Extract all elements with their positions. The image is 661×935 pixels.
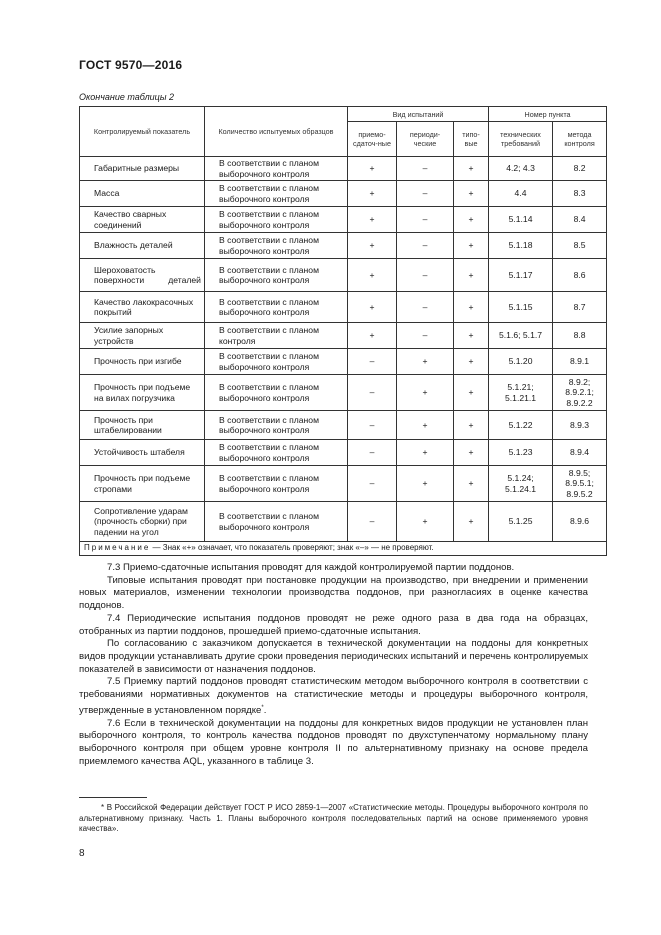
- cell-type: +: [454, 466, 489, 502]
- cell-indicator: Влажность деталей: [80, 233, 205, 259]
- cell-indicator: Прочность при подъеме стропами: [80, 466, 205, 502]
- cell-acceptance: –: [348, 440, 397, 466]
- header-acceptance: приемо-сдаточ-ные: [348, 122, 397, 157]
- cell-type: +: [454, 323, 489, 349]
- cell-tech: 5.1.21; 5.1.21.1: [489, 375, 553, 411]
- cell-indicator: Шероховатость поверхности деталей: [80, 259, 205, 292]
- cell-samples: В соответствии с планом выборочного контроля: [205, 157, 348, 181]
- cell-acceptance: +: [348, 233, 397, 259]
- cell-acceptance: +: [348, 292, 397, 323]
- page-number: 8: [79, 848, 85, 859]
- cell-tech: 5.1.25: [489, 502, 553, 542]
- cell-type: +: [454, 181, 489, 207]
- header-periodic: периоди-ческие: [397, 122, 454, 157]
- cell-samples: В соответствии с планом выборочного контроля: [205, 181, 348, 207]
- table-caption: Окончание таблицы 2: [79, 92, 174, 102]
- cell-indicator: Прочность при изгибе: [80, 349, 205, 375]
- cell-method: 8.9.5; 8.9.5.1; 8.9.5.2: [553, 466, 607, 502]
- cell-acceptance: +: [348, 259, 397, 292]
- cell-indicator: Устойчивость штабеля: [80, 440, 205, 466]
- cell-tech: 4.4: [489, 181, 553, 207]
- table-row: [80, 207, 607, 233]
- cell-periodic: –: [397, 292, 454, 323]
- cell-samples: В соответствии с планом выборочного контроля: [205, 259, 348, 292]
- table-row: [80, 233, 607, 259]
- cell-periodic: –: [397, 207, 454, 233]
- cell-acceptance: –: [348, 502, 397, 542]
- cell-periodic: –: [397, 157, 454, 181]
- cell-acceptance: +: [348, 157, 397, 181]
- cell-type: +: [454, 157, 489, 181]
- table-row: [80, 323, 607, 349]
- cell-samples: В соответствии с планом выборочного контроля: [205, 207, 348, 233]
- tests-table: [79, 106, 607, 556]
- table-row: [80, 157, 607, 181]
- note-label: Примечание: [84, 543, 151, 553]
- cell-periodic: –: [397, 233, 454, 259]
- cell-type: +: [454, 502, 489, 542]
- footnote: * В Российской Федерации действует ГОСТ Р ИСО 2859-1—2007 «Статистические методы. Процедуры выборочного контроля по альтернативному признаку. Часть 1. Планы выборочного контроля последовательных партий на основе применяемого уровня качества».: [79, 803, 588, 834]
- cell-acceptance: –: [348, 375, 397, 411]
- note-text: — Знак «+» означает, что показатель проверяют; знак «–» — не проверяют.: [150, 543, 434, 553]
- cell-method: 8.9.4: [553, 440, 607, 466]
- table-row: [80, 440, 607, 466]
- cell-indicator: Усилие запорных устройств: [80, 323, 205, 349]
- table-row: [80, 375, 607, 411]
- paragraph-7-4: 7.4 Периодические испытания поддонов проводят не реже одного раза в два года на образцах, отобранных из партии поддонов, прошедшей приемо-сдаточные испытания.: [79, 612, 588, 637]
- table-row: [80, 259, 607, 292]
- cell-acceptance: +: [348, 323, 397, 349]
- cell-tech: 5.1.23: [489, 440, 553, 466]
- header-control-method: метода контроля: [553, 122, 607, 157]
- cell-samples: В соответствии с планом выборочного контроля: [205, 292, 348, 323]
- cell-indicator: Прочность при штабелировании: [80, 411, 205, 440]
- cell-acceptance: –: [348, 349, 397, 375]
- cell-method: 8.4: [553, 207, 607, 233]
- document-header: ГОСТ 9570—2016: [79, 58, 183, 72]
- footnote-mark: *: [261, 704, 264, 711]
- cell-method: 8.3: [553, 181, 607, 207]
- paragraph-7-5-text: 7.5 Приемку партий поддонов проводят статистическим методом выборочного контроля в соответствии с требованиями нормативных документов на статистические методы и процедуры выборочного контроля, утвержденные в установленном порядке: [79, 676, 588, 716]
- cell-periodic: –: [397, 323, 454, 349]
- cell-type: +: [454, 259, 489, 292]
- paragraph-7-6: 7.6 Если в технической документации на поддоны для конкретных видов продукции не установлен план выборочного контроля, то контроль качества поддонов проводят по двухступенчатому нормальному плану выборочного контроля при общем уровне контроля II по альтернативному признаку на основе предела приемлемого качества AQL, указанного в таблице 3.: [79, 717, 588, 767]
- cell-tech: 5.1.22: [489, 411, 553, 440]
- cell-indicator: Качество сварных соединений: [80, 207, 205, 233]
- paragraph-agreement: По согласованию с заказчиком допускается в технической документации на поддоны для конкретных видов продукции устанавливать другие сроки проведения периодических испытаний и перечень контролируемых показателей в зависимости от назначения поддонов.: [79, 638, 588, 675]
- cell-indicator: Сопротивление ударам (прочность сборки) при падении на угол: [80, 502, 205, 542]
- cell-method: 8.8: [553, 323, 607, 349]
- header-sample-count: Количество испытуемых образцов: [205, 107, 348, 157]
- cell-periodic: +: [397, 466, 454, 502]
- cell-samples: В соответствии с планом выборочного контроля: [205, 411, 348, 440]
- cell-method: 8.9.6: [553, 502, 607, 542]
- table-note: [80, 542, 607, 556]
- table-row: [80, 292, 607, 323]
- cell-acceptance: –: [348, 411, 397, 440]
- cell-periodic: +: [397, 502, 454, 542]
- cell-tech: 5.1.24; 5.1.24.1: [489, 466, 553, 502]
- cell-periodic: –: [397, 259, 454, 292]
- cell-method: 8.6: [553, 259, 607, 292]
- cell-acceptance: +: [348, 207, 397, 233]
- cell-samples: В соответствии с планом выборочного контроля: [205, 349, 348, 375]
- body-text: [79, 562, 588, 768]
- paragraph-type-tests: Типовые испытания проводят при постановке продукции на производство, при внедрении и применении новых материалов, изменении технологии производства поддонов, при разногласиях в оценке качества поддонов.: [79, 574, 588, 612]
- cell-method: 8.9.3: [553, 411, 607, 440]
- cell-periodic: +: [397, 349, 454, 375]
- cell-samples: В соответствии с планом выборочного контроля: [205, 375, 348, 411]
- table-note-row: [80, 542, 607, 556]
- cell-samples: В соответствии с планом выборочного контроля: [205, 440, 348, 466]
- cell-type: +: [454, 207, 489, 233]
- header-item-group: Номер пункта: [489, 107, 607, 122]
- cell-method: 8.5: [553, 233, 607, 259]
- paragraph-7-5: [79, 676, 588, 717]
- cell-type: +: [454, 440, 489, 466]
- cell-periodic: +: [397, 375, 454, 411]
- cell-type: +: [454, 349, 489, 375]
- paragraph-7-5-end: .: [263, 704, 267, 716]
- cell-acceptance: –: [348, 466, 397, 502]
- cell-tech: 5.1.15: [489, 292, 553, 323]
- cell-periodic: +: [397, 411, 454, 440]
- cell-samples: В соответствии с планом выборочного контроля: [205, 233, 348, 259]
- table-row: [80, 411, 607, 440]
- cell-tech: 5.1.17: [489, 259, 553, 292]
- paragraph-7-3: 7.3 Приемо-сдаточные испытания проводят для каждой контролируемой партии поддонов.: [107, 562, 515, 573]
- cell-type: +: [454, 375, 489, 411]
- cell-indicator: Масса: [80, 181, 205, 207]
- cell-method: 8.9.1: [553, 349, 607, 375]
- cell-acceptance: +: [348, 181, 397, 207]
- header-indicator: Контролируемый показатель: [80, 107, 205, 157]
- cell-indicator: Габаритные размеры: [80, 157, 205, 181]
- cell-tech: 5.1.14: [489, 207, 553, 233]
- cell-samples: В соответствии с планом контроля: [205, 323, 348, 349]
- cell-indicator: Прочность при подъеме на вилах погрузчика: [80, 375, 205, 411]
- cell-tech: 4.2; 4.3: [489, 157, 553, 181]
- cell-method: 8.9.2; 8.9.2.1; 8.9.2.2: [553, 375, 607, 411]
- cell-samples: В соответствии с планом выборочного контроля: [205, 502, 348, 542]
- header-type: типо-вые: [454, 122, 489, 157]
- table-row: [80, 181, 607, 207]
- cell-type: +: [454, 292, 489, 323]
- cell-type: +: [454, 411, 489, 440]
- table-row: [80, 502, 607, 542]
- cell-tech: 5.1.20: [489, 349, 553, 375]
- table-row: [80, 349, 607, 375]
- cell-tech: 5.1.6; 5.1.7: [489, 323, 553, 349]
- footnote-divider: [79, 797, 147, 798]
- header-test-type-group: Вид испытаний: [348, 107, 489, 122]
- cell-method: 8.2: [553, 157, 607, 181]
- table-row: [80, 466, 607, 502]
- cell-tech: 5.1.18: [489, 233, 553, 259]
- cell-samples: В соответствии с планом выборочного контроля: [205, 466, 348, 502]
- cell-periodic: +: [397, 440, 454, 466]
- header-tech-req: технических требований: [489, 122, 553, 157]
- cell-periodic: –: [397, 181, 454, 207]
- cell-indicator: Качество лакокрасочных покрытий: [80, 292, 205, 323]
- cell-type: +: [454, 233, 489, 259]
- cell-method: 8.7: [553, 292, 607, 323]
